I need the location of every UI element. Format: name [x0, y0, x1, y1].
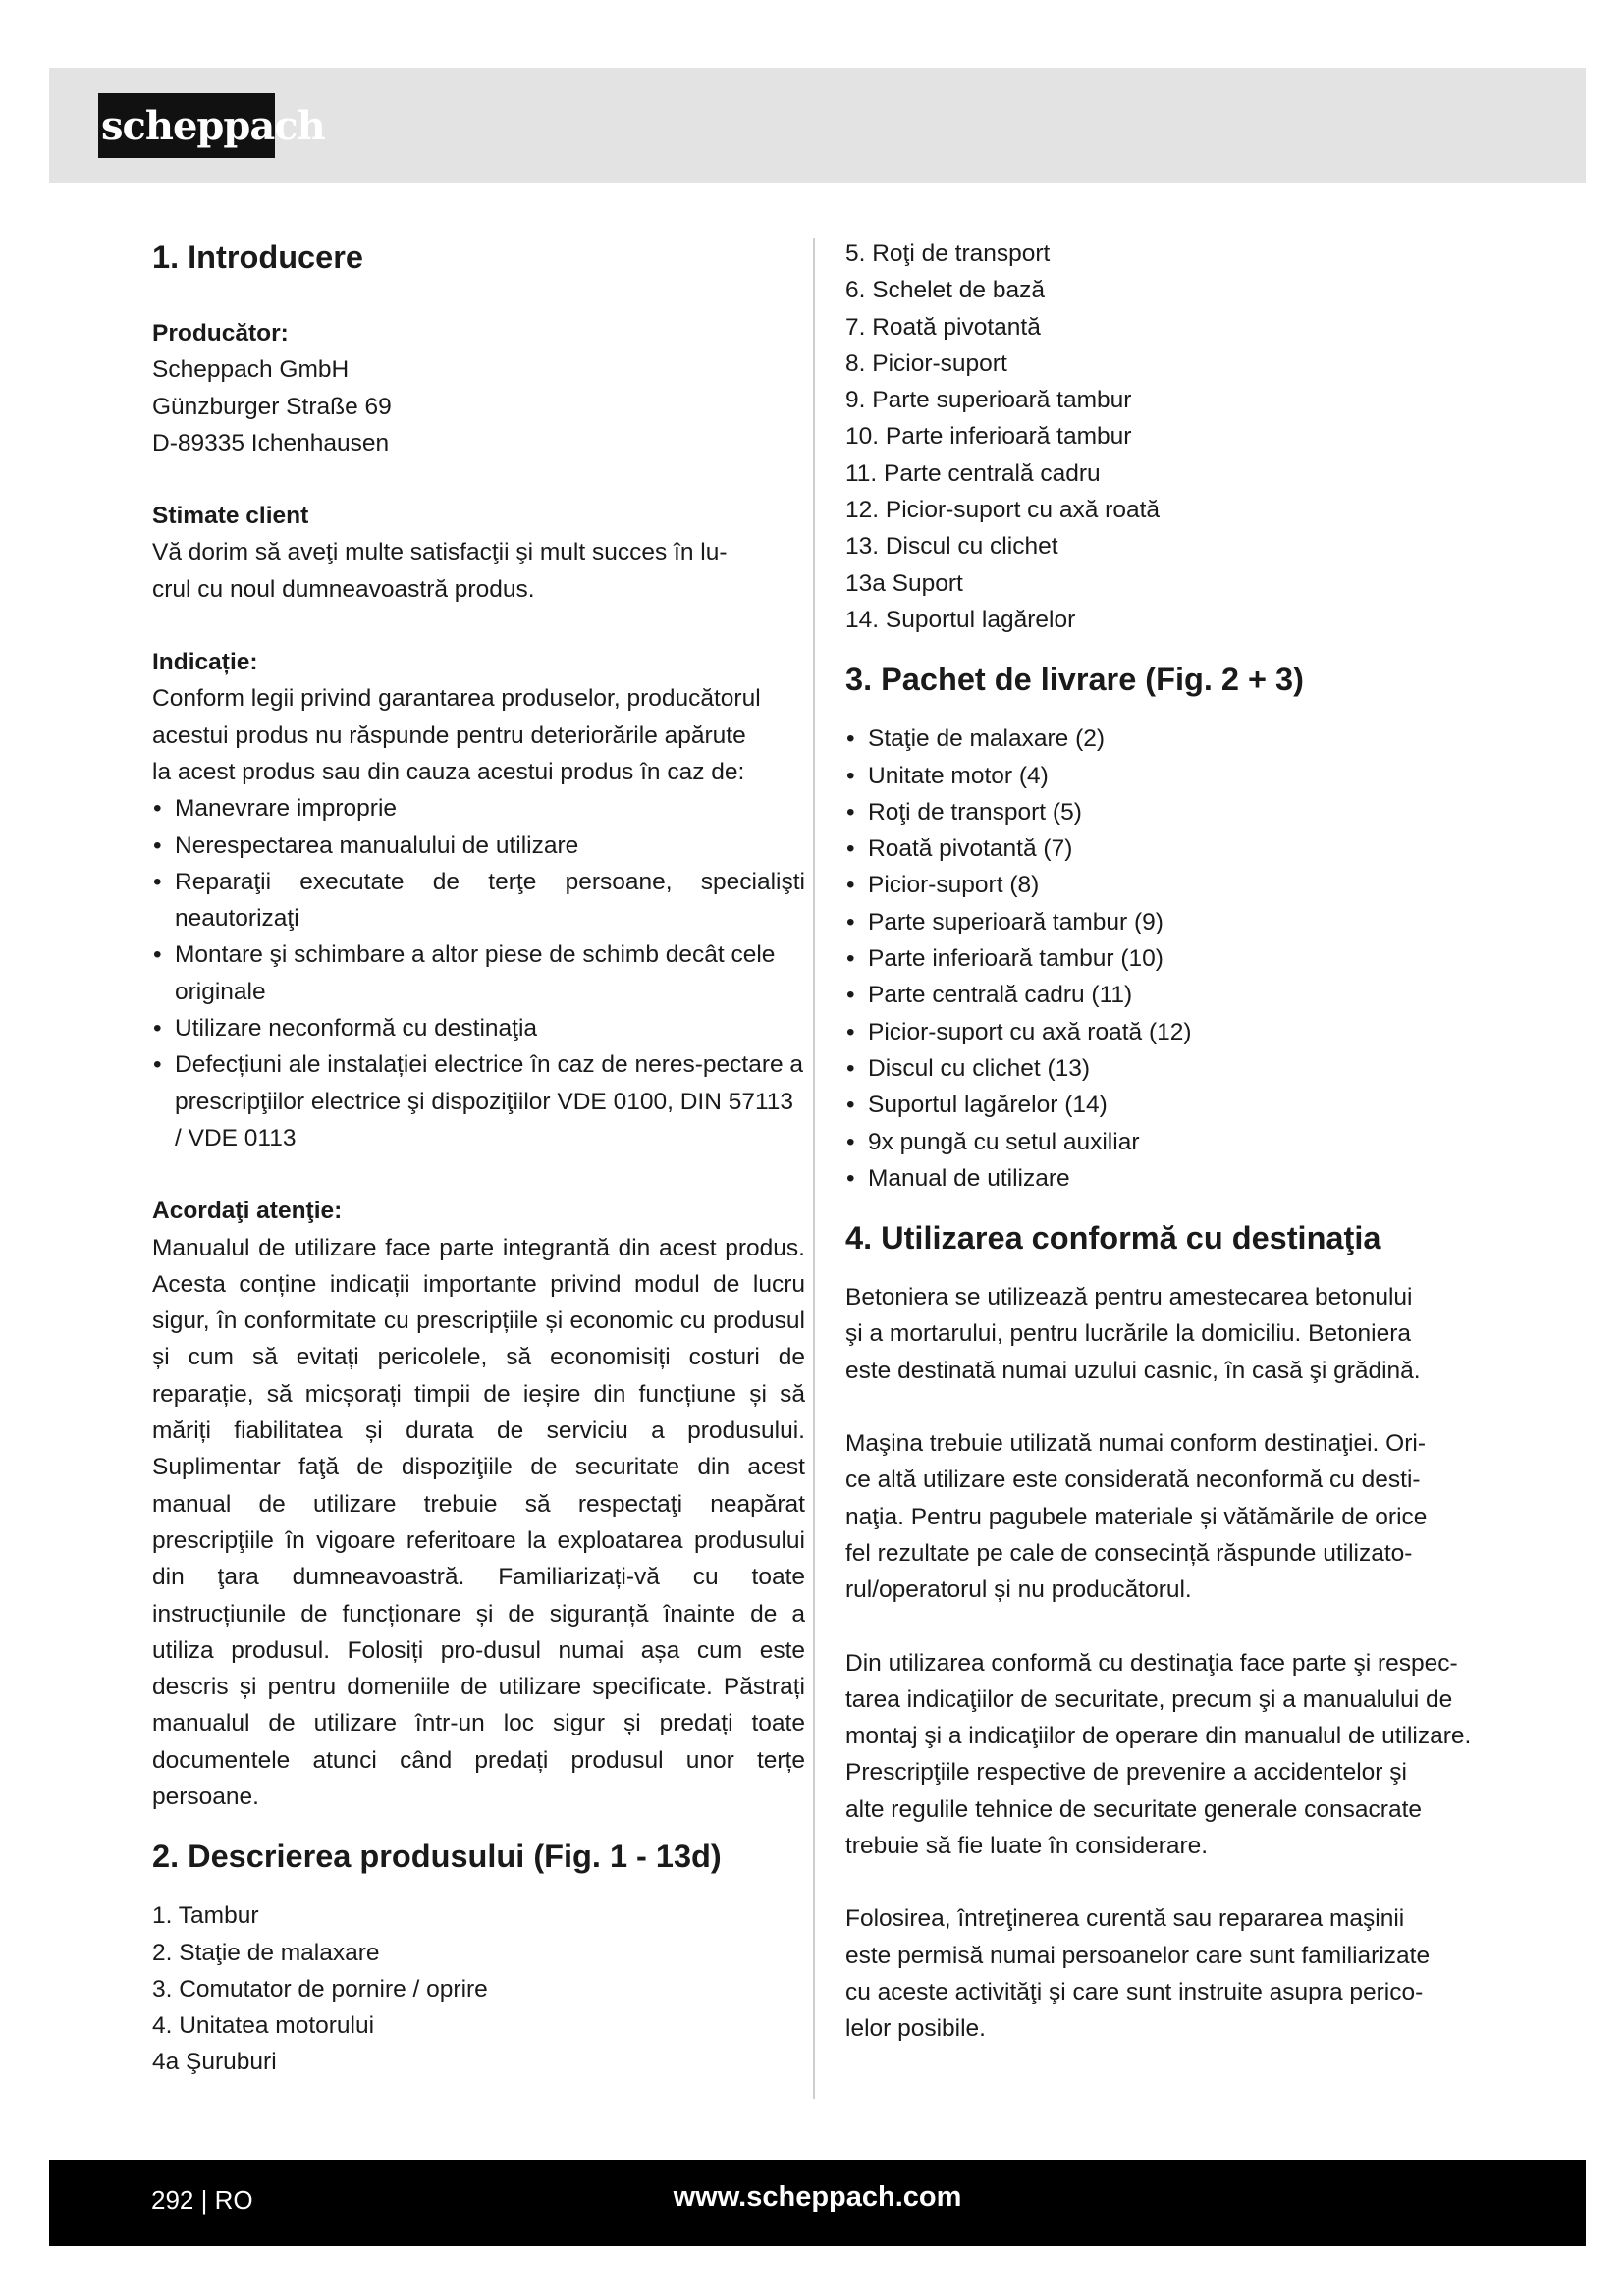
list-item: • Discul cu clichet (13): [845, 1050, 1474, 1087]
usage-line: şi a mortarului, pentru lucrările la domiciliu. Betoniera: [845, 1320, 1412, 1348]
usage-line: cu aceste activităţi şi care sunt instruite asupra perico-: [845, 1978, 1424, 2005]
list-item: 1. Tambur: [152, 1902, 259, 1930]
section-title-usage: 4. Utilizarea conformă cu destinaţia: [845, 1220, 1381, 1256]
usage-line: este destinată numai uzului casnic, în casă şi grădină.: [845, 1357, 1421, 1384]
delivery-list: [845, 721, 1474, 1197]
list-item: • Picior-suport cu axă roată (12): [845, 1014, 1474, 1050]
usage-line: Din utilizarea conformă cu destinaţia face parte şi respec-: [845, 1649, 1458, 1677]
usage-line: fel rezultate pe cale de consecință răspunde utilizato-: [845, 1539, 1413, 1567]
list-item: 4a Şuruburi: [152, 2049, 277, 2076]
producer-heading: Producător:: [152, 320, 289, 347]
list-item: • Parte inferioară tambur (10): [845, 940, 1474, 977]
list-item: 14. Suportul lagărelor: [845, 606, 1076, 633]
column-divider: [813, 238, 815, 2099]
list-item: 2. Staţie de malaxare: [152, 1939, 380, 1966]
usage-line: Maşina trebuie utilizată numai conform destinaţiei. Ori-: [845, 1430, 1426, 1458]
list-item: 9. Parte superioară tambur: [845, 387, 1132, 414]
list-item: • Defecțiuni ale instalației electrice în caz de neres-pectare a prescripţiilor electrice şi dispoziţiilor VDE 0100, DIN 57113 / VDE 0113: [152, 1046, 805, 1156]
indication-heading: Indicație:: [152, 649, 258, 676]
list-item: • Nerespectarea manualului de utilizare: [152, 828, 805, 864]
usage-line: Prescripţiile respective de prevenire a accidentelor şi: [845, 1759, 1407, 1787]
list-item: • Montare şi schimbare a altor piese de schimb decât cele originale: [152, 936, 805, 1010]
list-item: • Suportul lagărelor (14): [845, 1087, 1474, 1123]
list-item: 3. Comutator de pornire / oprire: [152, 1975, 488, 2002]
usage-line: Betoniera se utilizează pentru amestecarea betonului: [845, 1284, 1413, 1311]
list-item: 8. Picior-suport: [845, 349, 1007, 377]
usage-line: montaj şi a indicaţiilor de operare din manualul de utilizare.: [845, 1723, 1472, 1750]
page-footer: [49, 2160, 1586, 2246]
attention-paragraph: Manualul de utilizare face parte integrantă din acest produs. Acesta conține indicații importante privind modul de lucru sigur, în conformitate cu prescripțiile și economic cu produsul și cum să evitați pericolele, să economisiți costuri de reparație, să micșorați timpii de ieșire din funcțiune și să măriți fiabilitatea și durata de serviciu a produsului. Suplimentar faţă de dispoziţiile de securitate din acest manual de utilizare trebuie să respectaţi neapărat prescripţiile în vigoare referitoare la exploatarea produsului din ţara dumneavoastră. Familiarizați-vă cu toate instrucțiunile de funcționare și de siguranță înainte de a utiliza produsul. Folosiți pro-dusul numai așa cum este descris și pentru domeniile de utilizare specificate. Păstrați manualul de utilizare într-un loc sigur și predați toate documentele atunci când predați produsul unor terțe persoane.: [152, 1234, 805, 1810]
list-item: 7. Roată pivotantă: [845, 313, 1041, 341]
indication-line: Conform legii privind garantarea produselor, producătorul: [152, 685, 761, 713]
usage-line: trebuie să fie luate în considerare.: [845, 1832, 1209, 1859]
list-item: • Reparaţii executate de terţe persoane, specialişti neautorizaţi: [152, 864, 805, 937]
client-heading: Stimate client: [152, 503, 309, 530]
list-item: 5. Roţi de transport: [845, 240, 1051, 267]
usage-line: naţia. Pentru pagubele materiale și vătămările de orice: [845, 1503, 1428, 1530]
producer-line: Scheppach GmbH: [152, 356, 350, 384]
usage-line: este permisă numai persoanelor care sunt familiarizate: [845, 1942, 1431, 1969]
list-item: 6. Schelet de bază: [845, 277, 1045, 304]
usage-line: tarea indicaţiilor de securitate, precum şi a manualului de: [845, 1685, 1453, 1713]
section-title-introduction: 1. Introducere: [152, 240, 363, 275]
website-url: www.scheppach.com: [673, 2181, 962, 2213]
producer-line: D-89335 Ichenhausen: [152, 429, 390, 456]
usage-line: rul/operatorul și nu producătorul.: [845, 1576, 1192, 1604]
parts-list-continued: [845, 236, 1474, 638]
list-item: 13. Discul cu clichet: [845, 533, 1058, 561]
indication-bullet-list: [152, 790, 805, 1156]
usage-line: Folosirea, întreţinerea curentă sau repararea maşinii: [845, 1905, 1405, 1933]
list-item: • Unitate motor (4): [845, 758, 1474, 794]
page-header: [49, 68, 1586, 183]
indication-line: la acest produs sau din cauza acestui produs în caz de:: [152, 758, 745, 785]
list-item: 11. Parte centrală cadru: [845, 459, 1101, 487]
section-title-delivery: 3. Pachet de livrare (Fig. 2 + 3): [845, 662, 1304, 698]
list-item: • Staţie de malaxare (2): [845, 721, 1474, 757]
list-item: 4. Unitatea motorului: [152, 2012, 375, 2040]
attention-heading: Acordaţi atenţie:: [152, 1198, 343, 1225]
usage-line: ce altă utilizare este considerată neconformă cu desti-: [845, 1467, 1421, 1494]
client-line: crul cu noul dumneavoastră produs.: [152, 575, 535, 603]
parts-list: [152, 1897, 805, 2080]
list-item: • Roată pivotantă (7): [845, 830, 1474, 867]
left-column: [152, 236, 805, 2081]
list-item: • Manevrare improprie: [152, 790, 805, 827]
client-line: Vă dorim să aveţi multe satisfacţii şi mult succes în lu-: [152, 539, 728, 566]
list-item: • Parte centrală cadru (11): [845, 977, 1474, 1013]
list-item: • Parte superioară tambur (9): [845, 904, 1474, 940]
usage-line: lelor posibile.: [845, 2015, 986, 2043]
list-item: • Roţi de transport (5): [845, 794, 1474, 830]
right-column: [845, 236, 1474, 2047]
list-item: • Picior-suport (8): [845, 867, 1474, 903]
list-item: • 9x pungă cu setul auxiliar: [845, 1124, 1474, 1160]
list-item: 10. Parte inferioară tambur: [845, 423, 1132, 451]
indication-line: acestui produs nu răspunde pentru deteriorările apărute: [152, 721, 746, 749]
list-item: • Utilizare neconformă cu destinaţia: [152, 1010, 805, 1046]
producer-line: Günzburger Straße 69: [152, 393, 392, 420]
list-item: 12. Picior-suport cu axă roată: [845, 497, 1161, 524]
page-number: 292 | RO: [151, 2185, 253, 2215]
list-item: 13a Suport: [845, 569, 963, 597]
usage-line: alte regulile tehnice de securitate generale consacrate: [845, 1795, 1423, 1823]
list-item: • Manual de utilizare: [845, 1160, 1474, 1197]
section-title-description: 2. Descrierea produsului (Fig. 1 - 13d): [152, 1839, 722, 1875]
scheppach-logo: scheppach: [98, 93, 275, 158]
